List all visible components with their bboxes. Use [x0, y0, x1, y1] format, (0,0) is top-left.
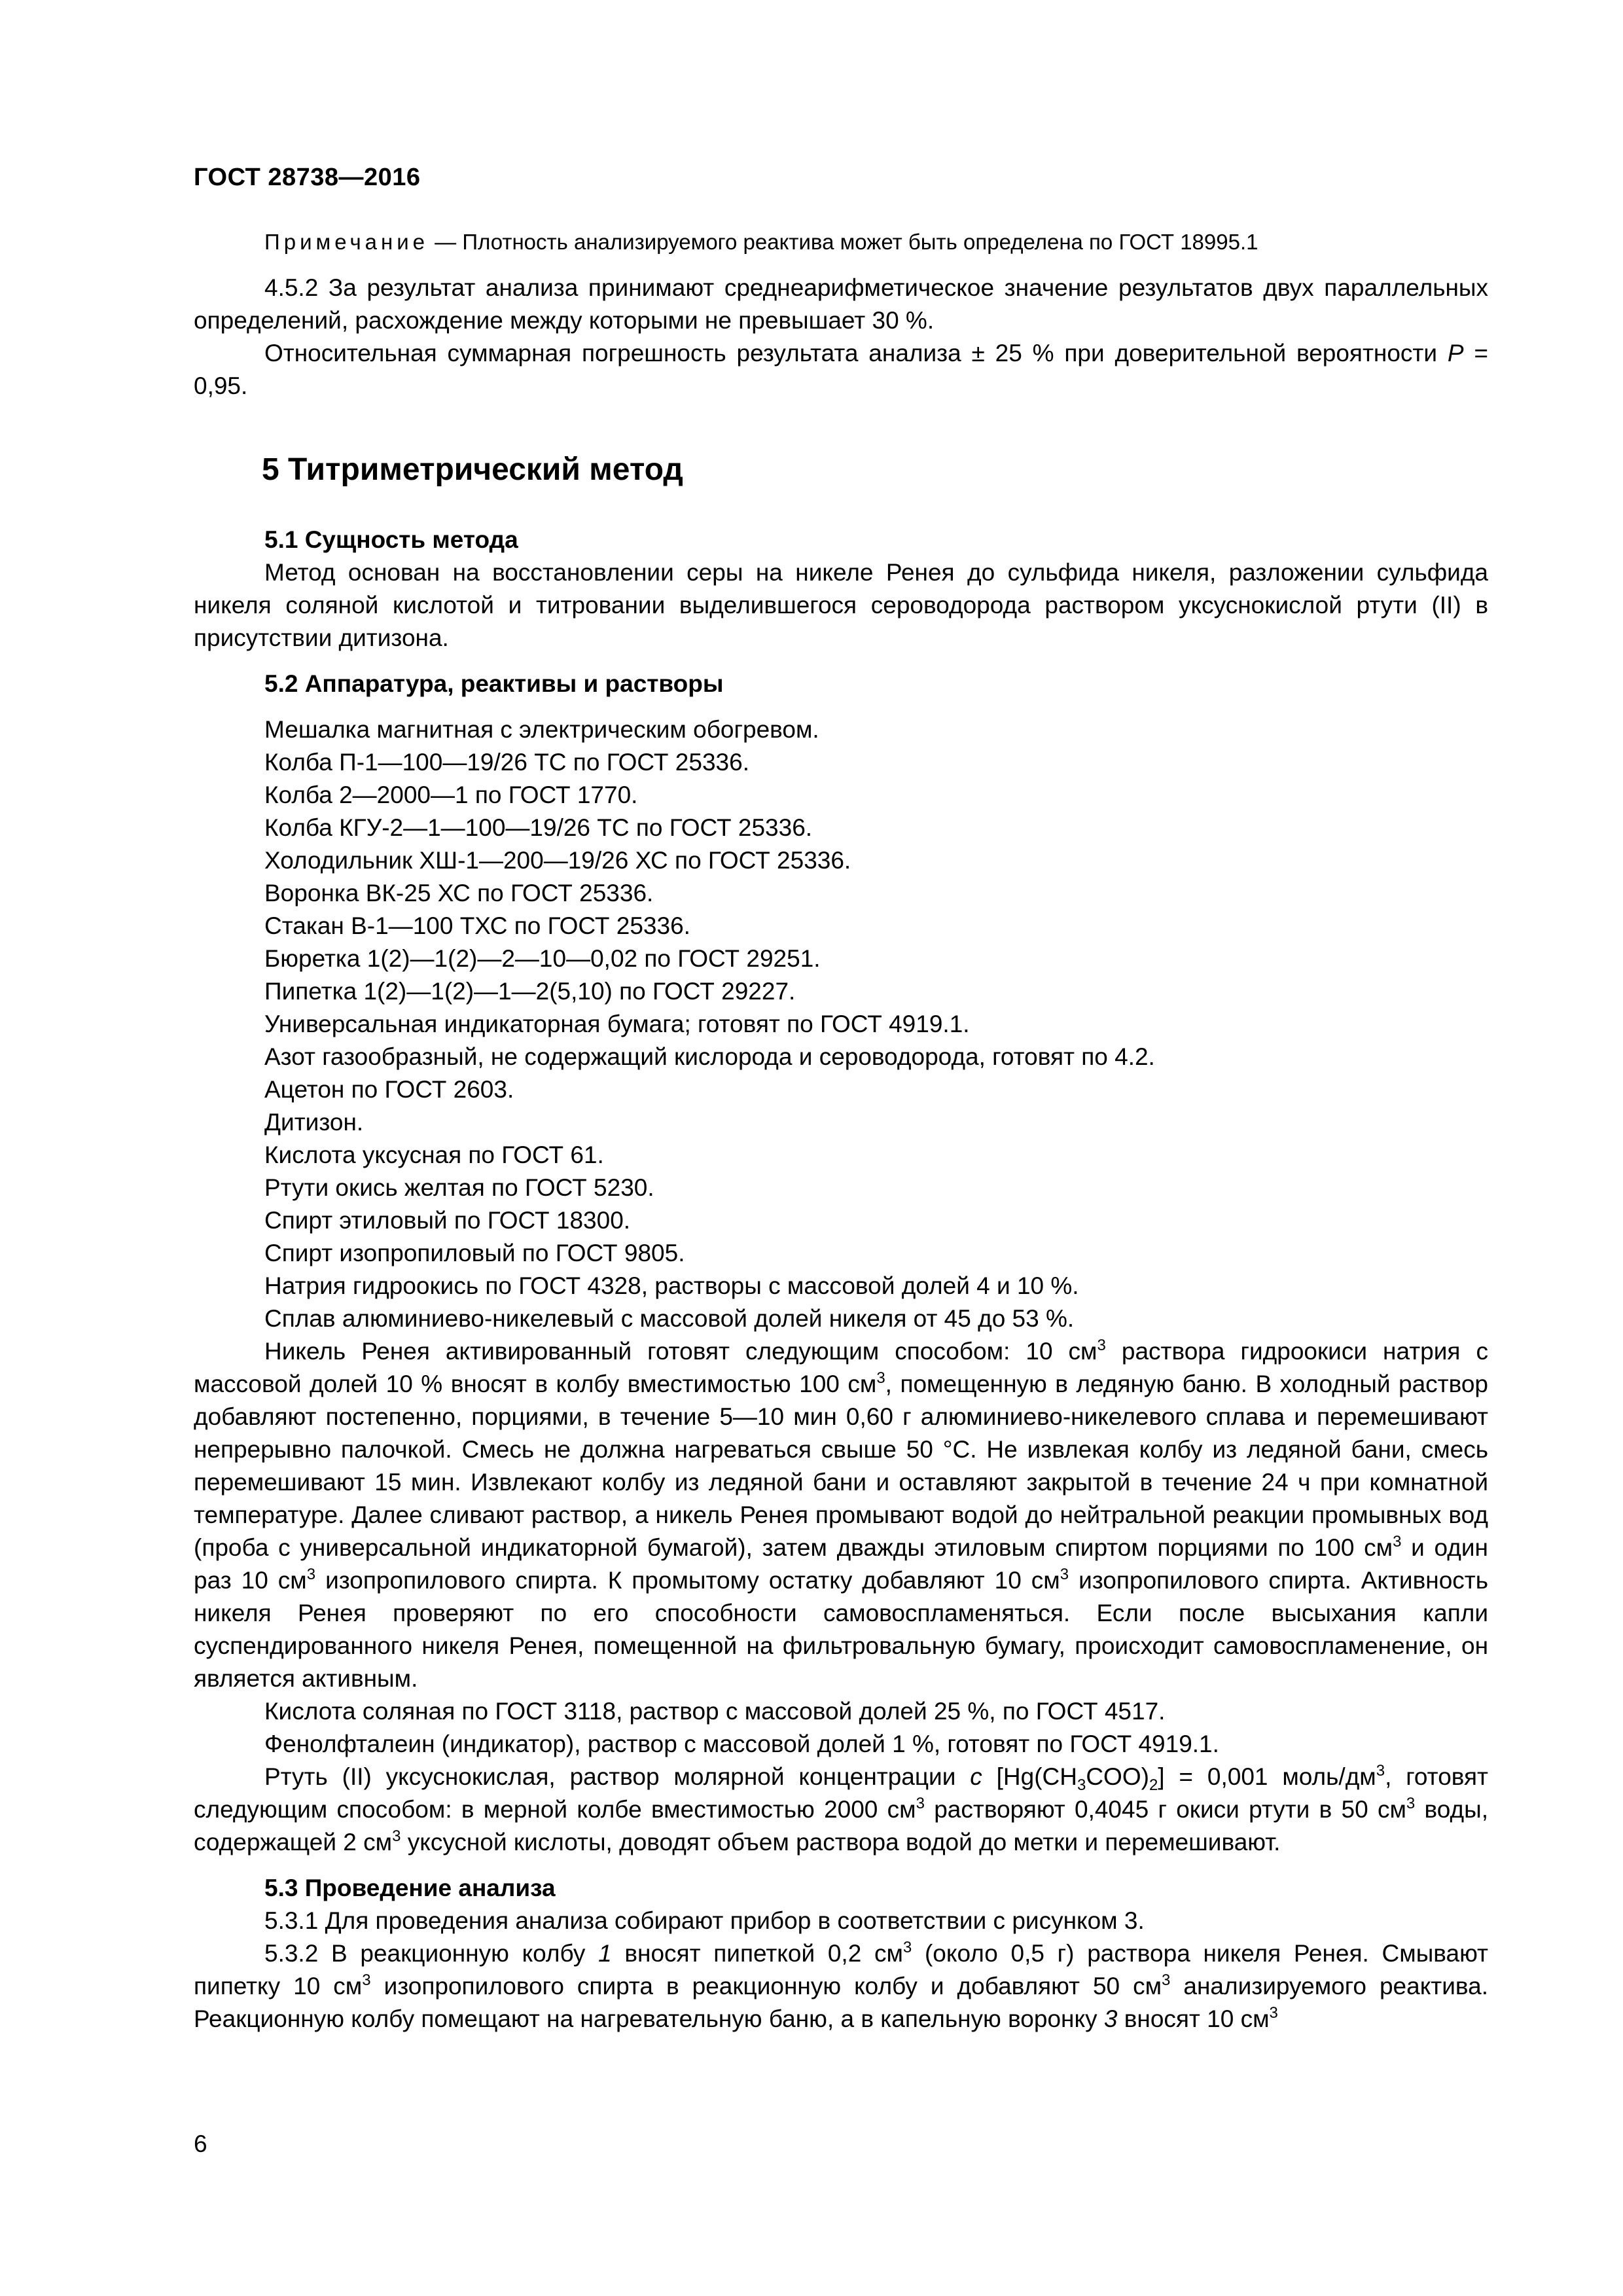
list-item: Спирт этиловый по ГОСТ 18300. — [264, 1207, 631, 1234]
list-item: Мешалка магнитная с электрическим обогревом. — [264, 716, 819, 743]
section-5-title: 5 Титриметрический метод — [262, 452, 683, 487]
list-item: Воронка ВК-25 ХС по ГОСТ 25336. — [264, 880, 654, 906]
list-item: Универсальная индикаторная бумага; готовят по ГОСТ 4919.1. — [264, 1011, 970, 1037]
paragraph-accuracy: Относительная суммарная погрешность результата анализа ± 25 % при доверительной вероятности P = 0,95. — [194, 340, 1488, 399]
list-item: Ртути окись желтая по ГОСТ 5230. — [264, 1174, 654, 1201]
document-code-header: ГОСТ 28738—2016 — [194, 164, 421, 191]
section-5-3-title: 5.3 Проведение анализа — [264, 1874, 556, 1901]
hydrochloric-acid-paragraph: Кислота соляная по ГОСТ 3118, раствор с массовой долей 25 %, по ГОСТ 4517. — [264, 1698, 1166, 1725]
list-item: Натрия гидроокись по ГОСТ 4328, растворы с массовой долей 4 и 10 %. — [264, 1272, 1079, 1299]
list-item: Стакан В-1—100 ТХС по ГОСТ 25336. — [264, 912, 690, 939]
section-5-body — [194, 524, 1488, 2036]
mercury-acetate-paragraph: Ртуть (II) уксуснокислая, раствор молярной концентрации с $[Hg(CH_3COO)_2] = 0,001$ моль/$дм^3$, готовят следующим способом: в мерной колбе вместимостью 2000 $см^3$ растворяют 0,4045 г окиси ртути в 50 $см^3$ воды, содержащей 2 $см^3$ уксусной кислоты, доводят объем раствора водой до метки и перемешивают. — [194, 1762, 1489, 1856]
note-paragraph — [194, 226, 1488, 259]
note-and-section-4 — [194, 226, 1488, 403]
paragraph-5-3-1: 5.3.1 Для проведения анализа собирают прибор в соответствии с рисунком 3. — [264, 1907, 1145, 1934]
list-item: Колба П-1—100—19/26 ТС по ГОСТ 25336. — [264, 749, 749, 776]
apparatus-list — [194, 713, 1488, 1335]
list-item: Холодильник ХШ-1—200—19/26 ХС по ГОСТ 25336. — [264, 847, 851, 874]
list-item: Дитизон. — [264, 1109, 364, 1136]
section-5-1-text: Метод основан на восстановлении серы на никеле Ренея до сульфида никеля, разложении сульфида никеля соляной кислотой и титровании выделившегося сероводорода раствором уксуснокислой ртути (II) в присутствии дитизона. — [194, 559, 1488, 651]
list-item: Сплав алюминиево-никелевый с массовой долей никеля от 45 до 53 %. — [264, 1305, 1075, 1332]
list-item: Кислота уксусная по ГОСТ 61. — [264, 1141, 604, 1168]
page-number: 6 — [194, 2130, 207, 2157]
list-item: Азот газообразный, не содержащий кислорода и сероводорода, готовят по 4.2. — [264, 1043, 1155, 1070]
list-item: Ацетон по ГОСТ 2603. — [264, 1076, 514, 1103]
section-5-2-title: 5.2 Аппаратура, реактивы и растворы — [264, 670, 724, 697]
list-item: Бюретка 1(2)—1(2)—2—10—0,02 по ГОСТ 29251. — [264, 945, 821, 972]
nickel-preparation-paragraph: Никель Ренея активированный готовят следующим способом: 10 $см^3$ раствора гидроокиси натрия с массовой долей 10 % вносят в колбу вместимостью 100 $см^3$, помещенную в ледяную баню. В холодный раствор добавляют постепенно, порциями, в течение 5—10 мин 0,60 г алюминиево-никелевого сплава и перемешивают непрерывно палочкой. Смесь не должна нагреваться свыше 50 °С. Не извлекая колбу из ледяной бани, смесь перемешивают 15 мин. Извлекают колбу из ледяной бани и оставляют закрытой в течение 24 ч при комнатной температуре. Далее сливают раствор, а никель Ренея промывают водой до нейтральной реакции промывных вод (проба с универсальной индикаторной бумагой), затем дважды этиловым спиртом порциями по 100 $см^3$ и один раз 10 $см^3$ изопропилового спирта. К промытому остатку добавляют 10 $см^3$ изопропилового спирта. Активность никеля Ренея проверяют по его способности самовоспламеняться. Если после высыхания капли суспендированного никеля Ренея, помещенной на фильтровальную бумагу, происходит самовоспламенение, он является активным. — [194, 1336, 1488, 1692]
list-item: Пипетка 1(2)—1(2)—1—2(5,10) по ГОСТ 29227. — [264, 978, 796, 1005]
note-label: Примечание — [264, 230, 429, 254]
paragraph-4-5-2: 4.5.2 За результат анализа принимают среднеарифметическое значение результатов двух параллельных определений, расхождение между которыми не превышает 30 %. — [194, 274, 1488, 334]
note-text: — Плотность анализируемого реактива может быть определена по ГОСТ 18995.1 — [429, 230, 1258, 254]
list-item: Колба 2—2000—1 по ГОСТ 1770. — [264, 781, 638, 808]
section-5-1-title: 5.1 Сущность метода — [264, 526, 518, 553]
phenolphthalein-paragraph: Фенолфталеин (индикатор), раствор с массовой долей 1 %, готовят по ГОСТ 4919.1. — [264, 1731, 1219, 1757]
list-item: Спирт изопропиловый по ГОСТ 9805. — [264, 1240, 685, 1266]
paragraph-5-3-2: 5.3.2 В реакционную колбу 1 вносят пипеткой 0,2 $см^3$ (около 0,5 г) раствора никеля Ренея. Смывают пипетку 10 $см^3$ изопропилового спирта в реакционную колбу и добавляют 50 $см^3$ анализируемого реактива. Реакционную колбу помещают на нагревательную баню, а в капельную воронку 3 вносят 10 $см^3$ — [194, 1939, 1489, 2032]
list-item: Колба КГУ-2—1—100—19/26 ТС по ГОСТ 25336. — [264, 814, 813, 841]
